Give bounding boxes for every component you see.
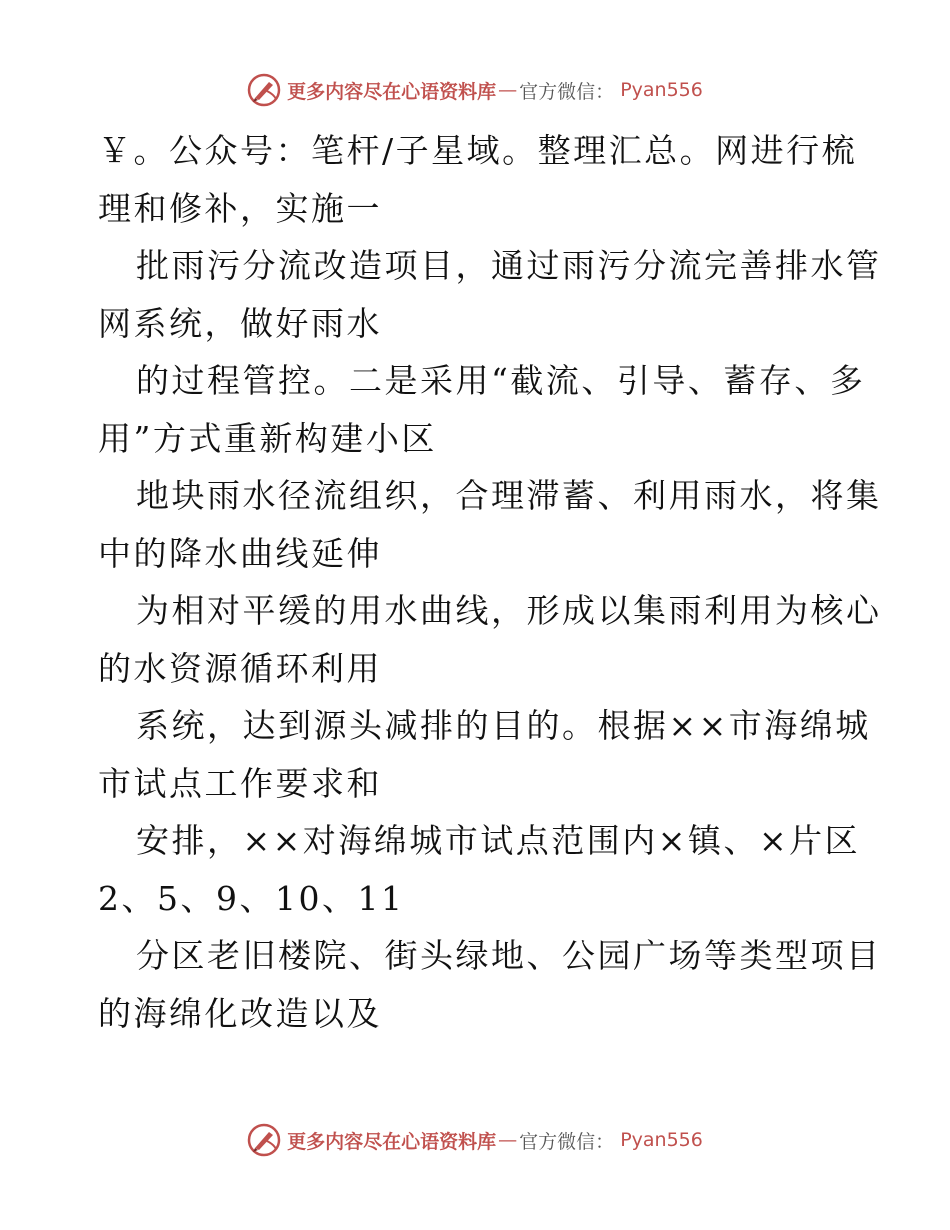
body-line: 用”方式重新构建小区: [98, 418, 437, 458]
header-colon: ：: [595, 80, 615, 103]
header-wechat-label: 官方微信: [519, 80, 596, 103]
footer-banner: [0, 1118, 950, 1162]
header-brand-text: 更多内容尽在心语资料库: [287, 80, 497, 103]
footer-colon: ：: [595, 1130, 615, 1153]
body-line: 市试点工作要求和: [98, 763, 382, 803]
body-line: 中的降水曲线延伸: [98, 533, 382, 573]
pen-logo-icon: [247, 73, 281, 107]
footer-wechat-label: 官方微信: [519, 1130, 596, 1153]
body-line: 分区老旧楼院、街头绿地、公园广场等类型项目: [136, 936, 882, 975]
footer-wechat-id: Pyan556: [620, 1129, 703, 1151]
body-line: 系统，达到源头减排的目的。根据××市海绵城: [136, 706, 871, 745]
body-line: 的水资源循环利用: [98, 648, 382, 688]
body-line: 的过程管控。二是采用“截流、引导、蓄存、多: [136, 361, 866, 400]
body-line: 批雨污分流改造项目，通过雨污分流完善排水管: [136, 246, 882, 285]
body-line: 的海绵化改造以及: [98, 993, 382, 1033]
body-line: 为相对平缓的用水曲线，形成以集雨利用为核心: [136, 591, 882, 630]
body-line: 网系统，做好雨水: [98, 303, 382, 343]
body-line: 2、5、9、10、11: [98, 878, 405, 918]
footer-dash: —: [498, 1129, 518, 1151]
header-banner: [0, 68, 950, 112]
header-wechat-id: Pyan556: [620, 79, 703, 101]
body-line: 安排，××对海绵城市试点范围内×镇、×片区: [136, 821, 861, 860]
header-dash: —: [498, 79, 518, 101]
footer-brand-text: 更多内容尽在心语资料库: [287, 1130, 497, 1153]
body-line: 理和修补，实施一: [98, 188, 382, 228]
pen-logo-icon: [247, 1123, 281, 1157]
body-line: ￥。公众号：笔杆/子星域。整理汇总。网进行梳: [98, 131, 858, 170]
body-line: 地块雨水径流组织，合理滞蓄、利用雨水，将集: [136, 476, 882, 515]
document-body: [98, 122, 882, 1042]
